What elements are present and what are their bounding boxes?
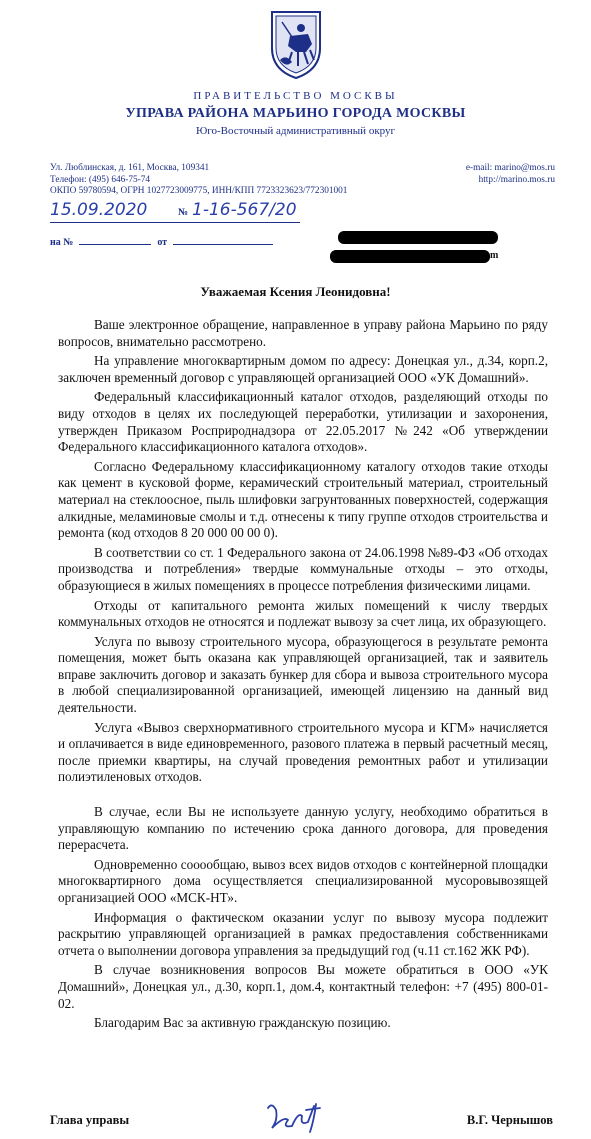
redacted-addressee-email [330,250,490,263]
paragraph: Ваше электронное обращение, направленное в управу района Марьино по ряду вопросов, внимательно рассмотрено. [58,317,548,349]
registration-underline [50,222,300,223]
postal-address: Ул. Люблинская, д. 161, Москва, 109341 [50,163,210,173]
paragraph: Благодарим Вас за активную гражданскую позицию. [94,1015,391,1031]
registration-codes: ОКПО 59780594, ОГРН 1027723009775, ИНН/КПП 7723323623/772301001 [50,186,348,196]
paragraph: На управление многоквартирным домом по адресу: Донецкая ул., д.34, корп.2, заключен временный договор с управляющей организацией ООО «УК Домашний». [58,353,548,385]
website-url: http://marino.mos.ru [478,174,555,185]
signatory-name: В.Г. Чернышов [466,1113,553,1127]
uprava-title: УПРАВА РАЙОНА МАРЬИНО ГОРОДА МОСКВЫ [125,106,466,121]
redacted-addressee-name [338,231,498,244]
paragraph: Услуга «Вывоз сверхнормативного строительного мусора и КГМ» начисляется и оплачивается в виде единовременного, разового платежа в первый расчетный месяц, после приемки квартиры, на случай проведения ремонтных работ и утилизации полиэтиленовых отходов. [58,719,548,785]
paragraph: Федеральный классификационный каталог отходов, разделяющий отходы по виду отходов в целях их последующей переработки, утилизации и захоронения, утвержден Приказом Росприроднадзора от 22.05.2017 №242 «Об утверждении Федерального классификационного каталога отходов». [58,389,548,455]
paragraph: В случае возникновения вопросов Вы можете обратиться в ООО «УК Домашний», Донецкая ул., д.30, корп.1, дом.4, контактный телефон: +7 (495) 800-01-02. [58,962,548,1011]
handwritten-signature-icon [262,1098,332,1136]
letter-body [58,317,548,1032]
reference-number-blank [79,236,151,245]
paragraph: В случае, если Вы не используете данную услугу, необходимо обратиться в управляющую компанию по истечению срока данного договора, для проведения перерасчета. [58,804,548,853]
paragraph: В соответствии со ст. 1 Федерального закона от 24.06.1998 №89-ФЗ «Об отходах производства и потребления» твердые коммунальные отходы – это отходы, образующиеся в жилых помещениях в процессе потребления физическими лицами. [58,544,548,593]
reference-date-blank [173,236,273,245]
okrug-subtitle: Юго-Восточный административный округ [195,125,396,137]
number-label: № [178,207,189,218]
government-header: ПРАВИТЕЛЬСТВО МОСКВЫ [193,90,398,102]
ot-label: от [157,237,168,248]
addressee-email-fragment: m [490,250,499,261]
reference-line [50,236,273,248]
signatory-position: Глава управы [50,1113,130,1127]
paragraph: Услуга по вывозу строительного мусора, образующегося в результате ремонта помещения, может быть оказана как управляющей организацией, так и заявитель вправе заключить договор и заказать бункер для сбора и вывоза строительного мусора в любой специализированной организацией, имеющей лицензию на данный вид деятельности. [58,633,548,716]
na-label: на № [50,237,74,248]
paragraph: Отходы от капитального ремонта жилых помещений к числу твердых коммунальных отходов не относятся и подлежат вывозу за счет лица, их образующего. [58,597,548,630]
salutation: Уважаемая Ксения Леонидовна! [200,284,391,299]
paragraph: Одновременно сооообщаю, вывоз всех видов отходов с контейнерной площадки многоквартирного дома осуществляется специализированной мусоровывозящей организацией ООО «МСК-НТ». [58,856,548,905]
outgoing-number: 1-16-567/20 [192,200,297,220]
moscow-coat-of-arms-emblem [268,8,324,80]
email-address: e-mail: marino@mos.ru [465,163,555,173]
outgoing-date: 15.09.2020 [50,200,148,220]
paragraph: Информация о фактическом оказании услуг по вывозу мусора подлежит раскрытию управляющей организацией в рамках предоставления собственниками отчета о выполнении договора управления за предыдущий год (ч.11 ст.162 ЖК РФ). [58,909,548,958]
registration-line [50,200,300,224]
paragraph: Согласно Федеральному классификационному каталогу отходов такие отходы как цемент в кусковой форме, керамический строительный материал, строительный материал на стеклоосное, пыль шлифовки загрунтованных поверхностей, содержащия алкидные, меламиновые смолы и т.д. отнесены к типу группе отходов строительства и ремонта (код отходов 8 20 000 00 00 0). [58,458,548,541]
contacts-right-block [466,163,555,186]
phone-number: Телефон: (495) 646-75-74 [50,174,151,185]
contacts-left-block [50,163,347,198]
